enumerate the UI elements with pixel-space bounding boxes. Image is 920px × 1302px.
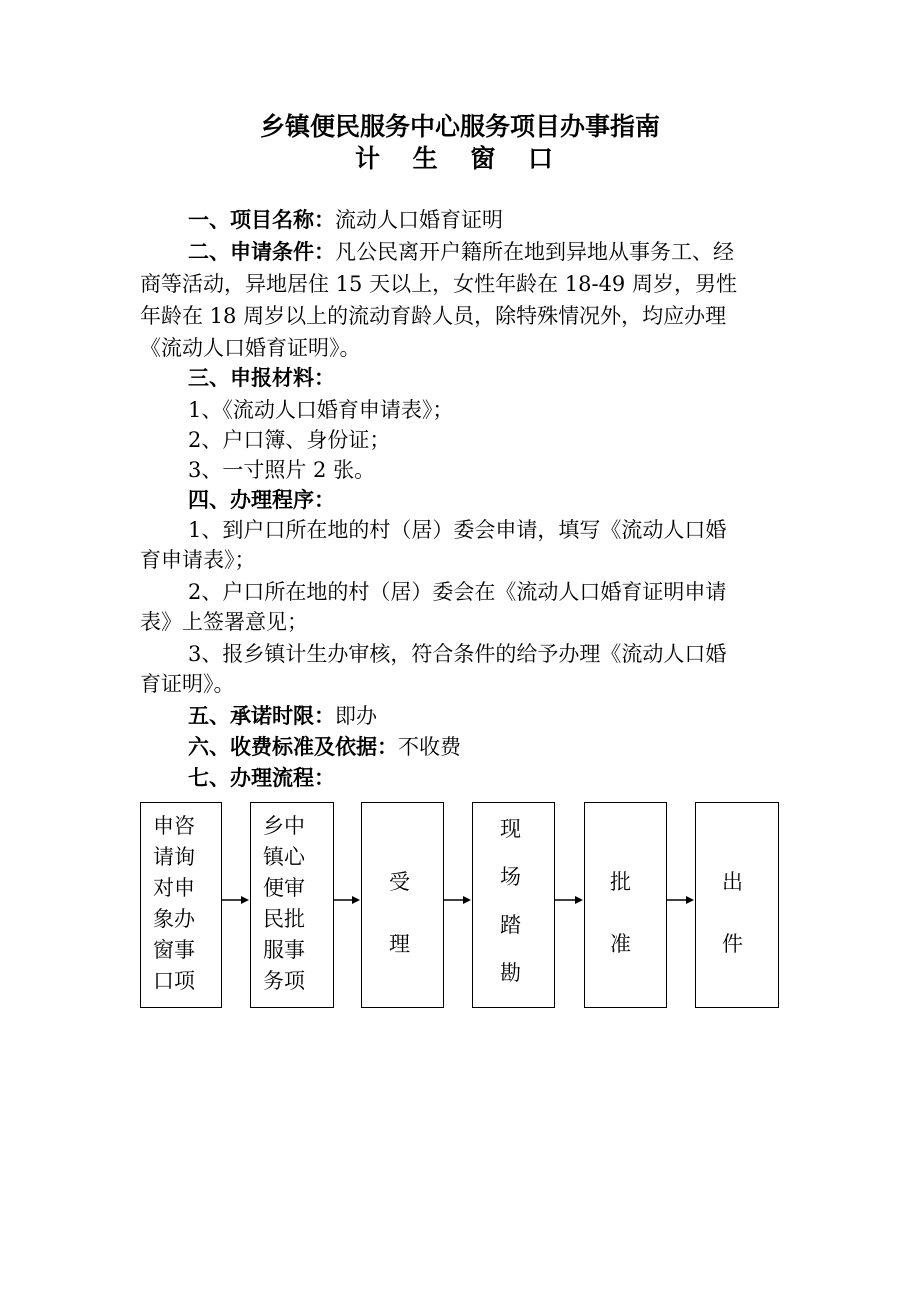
list-item-continued: 育申请表》； bbox=[140, 548, 256, 572]
flow-step-label: 受 理 bbox=[389, 870, 410, 956]
list-item-continued: 育证明》。 bbox=[140, 672, 235, 696]
flow-step-label: 乡中 镇心 便审 民批 服事 务项 bbox=[263, 814, 305, 993]
section-heading: 四、办理程序： bbox=[188, 488, 335, 512]
page-title: 乡镇便民服务中心服务项目办事指南 bbox=[259, 112, 660, 141]
section-text: 流动人口婚育证明 bbox=[335, 208, 503, 232]
section-text: 不收费 bbox=[398, 735, 461, 759]
arrow-right-icon bbox=[444, 890, 472, 910]
list-item: 3、报乡镇计生办审核，符合条件的给予办理《流动人口婚 bbox=[188, 642, 727, 666]
section-project-name bbox=[140, 204, 828, 236]
section-heading: 一、项目名称： bbox=[188, 208, 335, 232]
arrow-right-icon bbox=[555, 890, 584, 910]
arrow-right-icon bbox=[334, 890, 361, 910]
section-conditions bbox=[140, 236, 828, 268]
flow-step-approve bbox=[584, 802, 667, 1008]
flow-step-label: 批 准 bbox=[610, 870, 631, 956]
flow-step-site-survey bbox=[472, 802, 555, 1008]
flow-step-issue bbox=[695, 802, 779, 1008]
section-time-limit bbox=[140, 700, 828, 732]
list-item: 2、户口簿、身份证； bbox=[188, 428, 391, 452]
section-heading: 五、承诺时限： bbox=[188, 704, 335, 728]
section-heading: 二、申请条件： bbox=[188, 240, 335, 264]
list-item: 3、一寸照片 2 张。 bbox=[188, 458, 376, 482]
page-subtitle: 计 生 窗 口 bbox=[354, 144, 566, 173]
arrow-right-icon bbox=[222, 890, 250, 910]
flow-step-label: 现 场 踏 勘 bbox=[500, 817, 521, 985]
list-item: 1、到户口所在地的村（居）委会申请，填写《流动人口婚 bbox=[188, 518, 727, 542]
list-item: 2、户口所在地的村（居）委会在《流动人口婚育证明申请 bbox=[188, 580, 727, 604]
section-heading: 七、办理流程： bbox=[188, 766, 335, 790]
section-heading: 三、申报材料： bbox=[188, 366, 335, 390]
flow-step-center-review bbox=[250, 802, 334, 1008]
section-text: 即办 bbox=[335, 704, 377, 728]
paragraph-line: 年龄在 18 周岁以上的流动育龄人员，除特殊情况外，均应办理 bbox=[140, 304, 727, 328]
list-item-continued: 表》上签署意见； bbox=[140, 610, 308, 634]
flow-step-accept bbox=[361, 802, 444, 1008]
section-text: 凡公民离开户籍所在地到异地从事务工、经 bbox=[335, 240, 734, 264]
flow-step-label: 出 件 bbox=[722, 870, 743, 956]
section-fees bbox=[140, 731, 828, 763]
paragraph-line: 商等活动，异地居住 15 天以上，女性年龄在 18-49 周岁，男性 bbox=[140, 272, 737, 296]
arrow-right-icon bbox=[667, 890, 695, 910]
flow-step-consult bbox=[140, 802, 222, 1008]
flow-step-label: 申咨 请询 对申 象办 窗事 口项 bbox=[153, 814, 195, 993]
list-item: 1、《流动人口婚育申请表》； bbox=[188, 398, 454, 422]
section-heading: 六、收费标准及依据： bbox=[188, 735, 398, 759]
paragraph-line: 《流动人口婚育证明》。 bbox=[140, 336, 361, 360]
